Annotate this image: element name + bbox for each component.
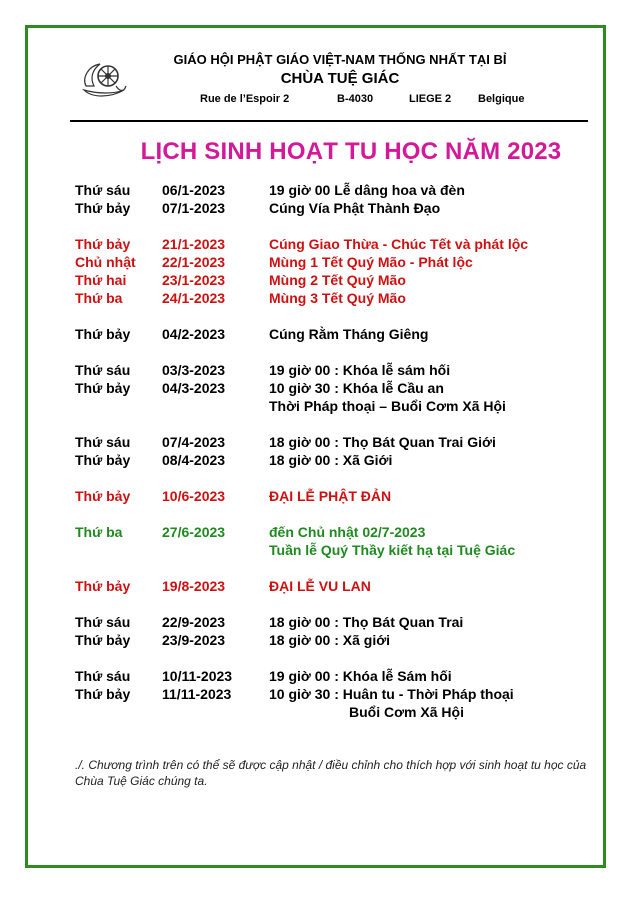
schedule-day: Thứ bảy bbox=[75, 488, 131, 504]
schedule-row bbox=[0, 290, 636, 308]
schedule-date: 04/2-2023 bbox=[162, 326, 226, 342]
schedule-date: 24/1-2023 bbox=[162, 290, 226, 306]
schedule-event: Cúng Vía Phật Thành Đạo bbox=[269, 200, 441, 216]
schedule-event: Buổi Cơm Xã Hội bbox=[349, 704, 464, 720]
schedule-event: 10 giờ 30 : Khóa lễ Cầu an bbox=[269, 380, 444, 396]
schedule-event: Mùng 3 Tết Quý Mão bbox=[269, 290, 406, 306]
schedule-row bbox=[0, 488, 636, 506]
schedule-day: Thứ hai bbox=[75, 272, 127, 288]
org-name: GIÁO HỘI PHẬT GIÁO VIỆT-NAM THỐNG NHẤT TẠI BỈ bbox=[173, 52, 507, 67]
schedule-row bbox=[0, 380, 636, 398]
schedule-row bbox=[0, 686, 636, 704]
schedule-date: 07/1-2023 bbox=[162, 200, 226, 216]
schedule-date: 08/4-2023 bbox=[162, 452, 226, 468]
schedule-day: Thứ bảy bbox=[75, 632, 131, 648]
schedule-date: 06/1-2023 bbox=[162, 182, 226, 198]
schedule-event: 18 giờ 00 : Thọ Bát Quan Trai Giới bbox=[269, 434, 496, 450]
schedule-date: 27/6-2023 bbox=[162, 524, 226, 540]
schedule-row bbox=[0, 398, 636, 416]
schedule-event: 19 giờ 00 : Khóa lễ sám hối bbox=[269, 362, 451, 378]
schedule-row bbox=[0, 668, 636, 686]
schedule-date: 21/1-2023 bbox=[162, 236, 226, 252]
footnote: ./. Chương trình trên có thể sẽ được cập nhật / điều chỉnh cho thích hợp với sinh hoạt tu học của Chùa Tuệ Giác chúng ta. bbox=[75, 758, 587, 788]
temple-name: CHÙA TUỆ GIÁC bbox=[280, 70, 400, 87]
schedule-day: Thứ bảy bbox=[75, 686, 131, 702]
schedule-day: Thứ ba bbox=[75, 290, 123, 306]
schedule-day: Thứ ba bbox=[75, 524, 123, 540]
dharma-wheel-logo bbox=[80, 56, 130, 100]
schedule-row bbox=[0, 236, 636, 254]
schedule-row bbox=[0, 434, 636, 452]
schedule-row bbox=[0, 578, 636, 596]
schedule-event: Tuần lễ Quý Thầy kiết hạ tại Tuệ Giác bbox=[269, 542, 516, 558]
schedule-event: 18 giờ 00 : Xã giới bbox=[269, 632, 391, 648]
schedule-event: 19 giờ 00 Lễ dâng hoa và đèn bbox=[269, 182, 465, 198]
address-country: Belgique bbox=[478, 93, 525, 105]
schedule-event: 18 giờ 00 : Thọ Bát Quan Trai bbox=[269, 614, 464, 630]
schedule-day: Thứ sáu bbox=[75, 434, 131, 450]
schedule-event: ĐẠI LỄ VU LAN bbox=[269, 578, 371, 594]
page-title: LỊCH SINH HOẠT TU HỌC NĂM 2023 bbox=[140, 138, 562, 165]
schedule-event: đến Chủ nhật 02/7-2023 bbox=[269, 524, 426, 540]
schedule-date: 22/9-2023 bbox=[162, 614, 226, 630]
schedule-date: 10/6-2023 bbox=[162, 488, 226, 504]
schedule-row bbox=[0, 182, 636, 200]
schedule-day: Chủ nhật bbox=[75, 254, 136, 270]
schedule-date: 10/11-2023 bbox=[162, 668, 233, 684]
schedule-event: Thời Pháp thoại – Buổi Cơm Xã Hội bbox=[269, 398, 506, 414]
schedule-date: 23/1-2023 bbox=[162, 272, 226, 288]
schedule-day: Thứ sáu bbox=[75, 614, 131, 630]
address-street: Rue de l’Espoir 2 bbox=[200, 93, 290, 105]
schedule-row bbox=[0, 362, 636, 380]
schedule-day: Thứ bảy bbox=[75, 452, 131, 468]
schedule-day: Thứ bảy bbox=[75, 578, 131, 594]
schedule-event: ĐẠI LỄ PHẬT ĐẢN bbox=[269, 488, 392, 504]
schedule-row bbox=[0, 542, 636, 560]
schedule-row bbox=[0, 614, 636, 632]
schedule-event: Mùng 2 Tết Quý Mão bbox=[269, 272, 406, 288]
schedule-event: Mùng 1 Tết Quý Mão - Phát lộc bbox=[269, 254, 473, 270]
schedule-event: 19 giờ 00 : Khóa lễ Sám hối bbox=[269, 668, 452, 684]
schedule-date: 11/11-2023 bbox=[162, 686, 232, 702]
schedule-row bbox=[0, 524, 636, 542]
schedule-date: 22/1-2023 bbox=[162, 254, 226, 270]
schedule-event: Cúng Rằm Tháng Giêng bbox=[269, 326, 429, 342]
schedule-day: Thứ sáu bbox=[75, 362, 131, 378]
schedule-day: Thứ bảy bbox=[75, 326, 131, 342]
schedule-date: 19/8-2023 bbox=[162, 578, 226, 594]
schedule-row bbox=[0, 452, 636, 470]
schedule-row bbox=[0, 272, 636, 290]
schedule-row bbox=[0, 254, 636, 272]
schedule-day: Thứ sáu bbox=[75, 182, 131, 198]
schedule-date: 23/9-2023 bbox=[162, 632, 226, 648]
address-postcode: B-4030 bbox=[337, 93, 374, 105]
address-city: LIEGE 2 bbox=[409, 93, 452, 105]
schedule-row bbox=[0, 704, 636, 722]
schedule-day: Thứ bảy bbox=[75, 200, 131, 216]
schedule-row bbox=[0, 326, 636, 344]
schedule-event: Cúng Giao Thừa - Chúc Tết và phát lộc bbox=[269, 236, 529, 252]
schedule-event: 10 giờ 30 : Huân tu - Thời Pháp thoại bbox=[269, 686, 514, 702]
schedule-day: Thứ sáu bbox=[75, 668, 131, 684]
schedule-day: Thứ bảy bbox=[75, 380, 131, 396]
schedule-row bbox=[0, 632, 636, 650]
schedule-date: 07/4-2023 bbox=[162, 434, 226, 450]
schedule-day: Thứ bảy bbox=[75, 236, 131, 252]
schedule-event: 18 giờ 00 : Xã Giới bbox=[269, 452, 393, 468]
schedule-date: 04/3-2023 bbox=[162, 380, 226, 396]
header-divider bbox=[70, 120, 588, 122]
schedule-row bbox=[0, 200, 636, 218]
schedule-date: 03/3-2023 bbox=[162, 362, 226, 378]
